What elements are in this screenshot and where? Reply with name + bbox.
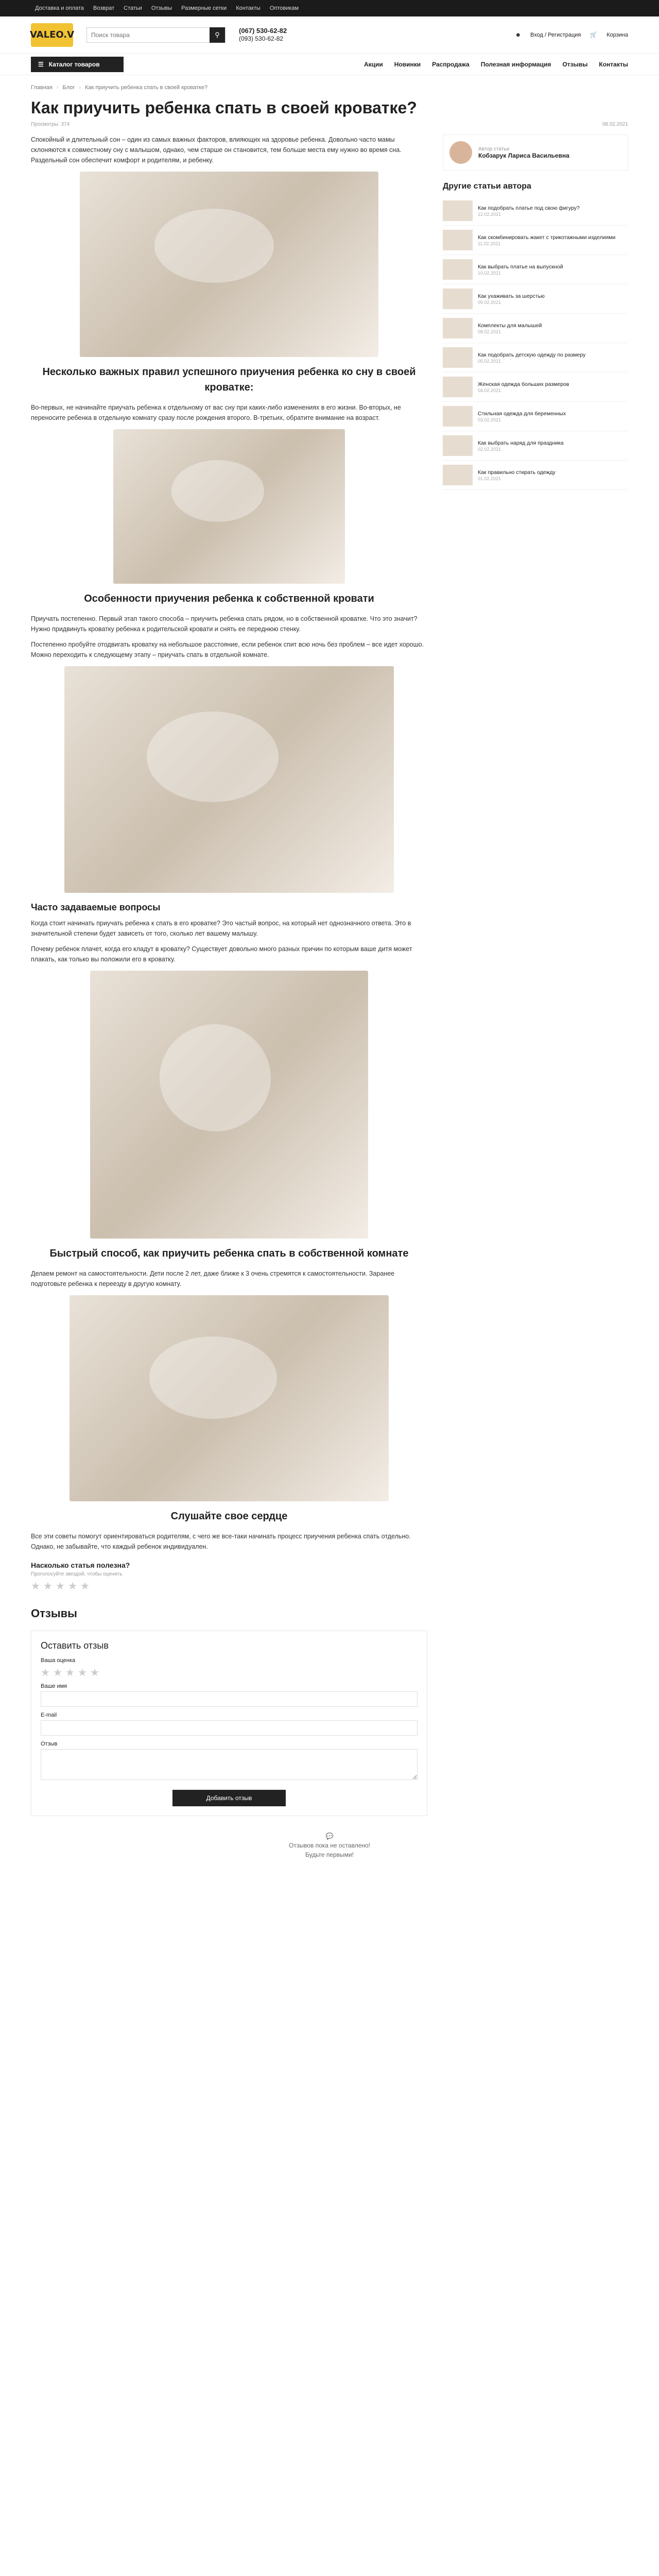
related-thumb bbox=[443, 465, 473, 485]
article-intro: Спокойный и длительный сон – один из самых важных факторов, влияющих на здоровье ребенка. Довольно часто мамы склоняются к совместному сну с малышом, однако, чем старше он становится, тем больше места ему нужно во время сна. Раздельный сон обеспечит комфорт и родителям, и ребенку. bbox=[31, 136, 402, 164]
reviews-section bbox=[0, 1591, 659, 1859]
related-title: Как правильно стирать одежду bbox=[478, 469, 556, 476]
related-title: Как выбрать платье на выпускной bbox=[478, 264, 563, 270]
main-nav bbox=[0, 54, 659, 75]
breadcrumb-home[interactable]: Главная bbox=[31, 84, 53, 91]
related-thumb bbox=[443, 347, 473, 368]
top-link-delivery[interactable]: Доставка и оплата bbox=[35, 5, 84, 11]
phone-2[interactable]: (093) 530-62-82 bbox=[239, 35, 284, 42]
article-meta bbox=[0, 117, 659, 127]
related-date: 04.02.2021 bbox=[478, 388, 501, 393]
nav-item-reviews[interactable]: Отзывы bbox=[562, 60, 588, 68]
related-date: 02.02.2021 bbox=[478, 447, 501, 452]
star-icon[interactable]: ★ bbox=[80, 1581, 90, 1592]
rating-label: Ваша оценка bbox=[41, 1657, 76, 1664]
breadcrumb bbox=[0, 75, 659, 91]
no-reviews bbox=[31, 1832, 628, 1859]
sidebar bbox=[443, 134, 628, 1591]
reviews-title: Отзывы bbox=[31, 1607, 77, 1620]
article-image-2 bbox=[113, 429, 345, 584]
menu-icon: ☰ bbox=[38, 60, 44, 68]
section-heading-1: Несколько важных правил успешного приучения ребенка ко сну в своей кроватке: bbox=[42, 366, 416, 393]
breadcrumb-sep: › bbox=[56, 84, 59, 91]
top-link-contacts[interactable]: Контакты bbox=[236, 5, 261, 11]
paragraph-6: Делаем ремонт на самостоятельности. Дети после 2 лет, даже ближе к 3 очень стремятся к самостоятельности. Заранее подготовьте ребенка к переезду в другую комнату. bbox=[31, 1270, 395, 1287]
search-icon[interactable]: ⚲ bbox=[210, 27, 225, 43]
related-title: Стильная одежда для беременных bbox=[478, 411, 566, 417]
nav-item-info[interactable]: Полезная информация bbox=[480, 60, 551, 68]
user-icon[interactable]: ☻ bbox=[515, 31, 522, 38]
nav-item-sales[interactable]: Акции bbox=[363, 60, 383, 68]
article-image-5 bbox=[70, 1295, 389, 1501]
submit-review-button[interactable]: Добавить отзыв bbox=[172, 1790, 286, 1806]
related-date: 11.02.2021 bbox=[478, 241, 501, 246]
star-icon[interactable]: ★ bbox=[78, 1667, 87, 1679]
top-link-reviews[interactable]: Отзывы bbox=[151, 5, 172, 11]
email-label: E-mail bbox=[41, 1712, 57, 1718]
related-date: 03.02.2021 bbox=[478, 417, 501, 422]
review-text-label: Отзыв bbox=[41, 1741, 58, 1747]
related-thumb bbox=[443, 230, 473, 250]
related-date: 12.02.2021 bbox=[478, 212, 501, 217]
related-thumb bbox=[443, 435, 473, 456]
phone-1[interactable]: (067) 530-62-82 bbox=[239, 27, 287, 35]
paragraph-7: Все эти советы помогут ориентироваться родителям, с чего же все-таки начинать процесс приучения ребенка спать отдельно. Однако, не забывайте, что каждый ребенок индивидуален. bbox=[31, 1533, 411, 1550]
star-icon[interactable]: ★ bbox=[65, 1667, 75, 1679]
top-link-sizes[interactable]: Размерные сетки bbox=[181, 5, 227, 11]
breadcrumb-current: Как приучить ребенка спать в своей кроватке? bbox=[85, 84, 208, 91]
star-icon[interactable]: ★ bbox=[31, 1581, 40, 1592]
related-date: 10.02.2021 bbox=[478, 270, 501, 276]
login-link[interactable]: Вход / Регистрация bbox=[530, 31, 581, 38]
breadcrumb-blog[interactable]: Блог bbox=[62, 84, 75, 91]
related-article[interactable] bbox=[443, 402, 628, 431]
related-title: Как скомбинировать жакет с трикотажными изделиями bbox=[478, 234, 616, 241]
star-icon[interactable]: ★ bbox=[68, 1581, 77, 1592]
star-icon[interactable]: ★ bbox=[56, 1581, 65, 1592]
name-field[interactable] bbox=[41, 1691, 418, 1707]
related-thumb bbox=[443, 289, 473, 309]
star-icon[interactable]: ★ bbox=[90, 1667, 99, 1679]
nav-item-new[interactable]: Новинки bbox=[394, 60, 421, 68]
nav-links bbox=[364, 61, 628, 68]
avatar bbox=[449, 141, 472, 164]
related-title: Как выбрать наряд для праздника bbox=[478, 440, 564, 446]
paragraph-2: Приучать постепенно. Первый этап такого способа – приучить ребенка спать рядом, но в собственной кроватке. Что это значит? Нужно придвинуть кроватку ребенка к родительской кровати и снять ее переднюю стенку. bbox=[31, 615, 418, 633]
related-date: 05.02.2021 bbox=[478, 359, 501, 364]
views-count: Просмотры: 374 bbox=[31, 122, 70, 127]
related-article[interactable] bbox=[443, 372, 628, 402]
related-article[interactable] bbox=[443, 196, 628, 226]
name-label: Ваше имя bbox=[41, 1683, 67, 1689]
related-article[interactable] bbox=[443, 431, 628, 461]
breadcrumb-sep: › bbox=[79, 84, 81, 91]
related-article[interactable] bbox=[443, 226, 628, 255]
catalog-button[interactable] bbox=[31, 57, 124, 72]
related-thumb bbox=[443, 377, 473, 397]
related-thumb bbox=[443, 259, 473, 280]
author-name[interactable]: Кобзарук Лариса Васильевна bbox=[478, 151, 569, 159]
header bbox=[0, 16, 659, 54]
related-article[interactable] bbox=[443, 255, 628, 284]
email-field[interactable] bbox=[41, 1720, 418, 1736]
related-article[interactable] bbox=[443, 343, 628, 372]
review-form-title: Оставить отзыв bbox=[41, 1640, 109, 1651]
no-reviews-text: Отзывов пока не оставлено! bbox=[288, 1842, 371, 1849]
related-title: Как ухаживать за шерстью bbox=[478, 293, 545, 299]
site-logo[interactable]: VALEO.V bbox=[31, 23, 73, 47]
related-title: Комплекты для малышей bbox=[478, 323, 542, 329]
page-title: Как приучить ребенка спать в своей кроватке? bbox=[31, 98, 417, 117]
article-image-4 bbox=[90, 971, 368, 1239]
star-icon[interactable]: ★ bbox=[43, 1581, 53, 1592]
content-layout bbox=[0, 127, 659, 1591]
review-form bbox=[31, 1631, 427, 1816]
nav-item-contacts[interactable]: Контакты bbox=[599, 60, 628, 68]
related-date: 08.02.2021 bbox=[478, 329, 501, 334]
related-article[interactable] bbox=[443, 314, 628, 343]
section-heading-2: Особенности приучения ребенка к собственной кровати bbox=[84, 593, 374, 604]
star-icon[interactable]: ★ bbox=[53, 1667, 62, 1679]
author-label: Автор статьи bbox=[478, 146, 510, 152]
top-link-articles[interactable]: Статьи bbox=[124, 5, 142, 11]
section-heading-3: Часто задаваемые вопросы bbox=[31, 902, 161, 912]
article-rating bbox=[31, 1561, 427, 1591]
article-image-1 bbox=[80, 172, 378, 357]
other-articles-title: Другие статьи автора bbox=[443, 182, 531, 191]
related-title: Как подобрать платье под свою фигуру? bbox=[478, 205, 580, 211]
article-date: 08.02.2021 bbox=[602, 122, 628, 127]
related-date: 09.02.2021 bbox=[478, 300, 501, 305]
related-thumb bbox=[443, 200, 473, 221]
cart-label[interactable]: Корзина bbox=[606, 31, 628, 38]
related-article[interactable] bbox=[443, 284, 628, 314]
top-bar bbox=[0, 0, 659, 16]
related-title: Женская одежда больших размеров bbox=[478, 381, 569, 387]
rating-stars bbox=[31, 1581, 427, 1591]
paragraph-1: Во-первых, не начинайте приучать ребенка к отдельному от вас сну при каких-либо изменениях в его жизни. Во-вторых, не переносите ребенка в отдельную комнату сразу после рождения второго. В-третьих, обратите внимание на возраст. bbox=[31, 404, 401, 421]
article-body bbox=[31, 134, 427, 1591]
top-link-wholesale[interactable]: Оптовикам bbox=[269, 5, 299, 11]
paragraph-4: Когда стоит начинать приучать ребенка к спать в его кроватке? Это частый вопрос, на который нет однозначного ответа. Это в значительной степени будет зависеть от того, сколько лет вашему малышу. bbox=[31, 920, 411, 937]
related-date: 01.02.2021 bbox=[478, 476, 501, 481]
section-heading-4: Быстрый способ, как приучить ребенка спать в собственной комнате bbox=[49, 1248, 409, 1259]
related-title: Как подобрать детскую одежду по размеру bbox=[478, 352, 586, 358]
search-box bbox=[86, 27, 226, 43]
review-stars bbox=[41, 1668, 418, 1678]
catalog-label: Каталог товаров bbox=[48, 60, 100, 68]
article-image-3 bbox=[64, 666, 394, 893]
star-icon[interactable]: ★ bbox=[41, 1667, 50, 1679]
review-textarea[interactable] bbox=[41, 1749, 418, 1780]
cart-icon[interactable]: 🛒 bbox=[590, 32, 598, 38]
nav-item-clearance[interactable]: Распродажа bbox=[432, 60, 470, 68]
rating-subtext: Проголосуйте звездой, чтобы оценить bbox=[31, 1571, 123, 1577]
be-first-text: Будьте первыми! bbox=[305, 1851, 354, 1858]
related-thumb bbox=[443, 318, 473, 338]
account-area bbox=[515, 31, 628, 38]
phones bbox=[239, 27, 287, 43]
comment-icon: 💬 bbox=[325, 1833, 334, 1840]
paragraph-5: Почему ребенок плачет, когда его кладут в кроватку? Существует довольно много разных причин по которым ваше дитя может плакать, как только вы положили его в кроватку. bbox=[31, 945, 412, 963]
paragraph-3: Постепенно пробуйте отодвигать кроватку на небольшое расстояние, если ребенок спит всю ночь без проблем – все идет хорошо. Можно переходить к следующему этапу – приучать спать в отдельной комнате. bbox=[31, 641, 424, 658]
rating-question: Насколько статья полезна? bbox=[31, 1561, 130, 1569]
related-thumb bbox=[443, 406, 473, 427]
related-article[interactable] bbox=[443, 461, 628, 490]
author-card bbox=[443, 134, 628, 171]
search-input[interactable] bbox=[87, 28, 210, 42]
top-link-return[interactable]: Возврат bbox=[93, 5, 115, 11]
section-heading-5: Слушайте свое сердце bbox=[170, 1511, 288, 1522]
